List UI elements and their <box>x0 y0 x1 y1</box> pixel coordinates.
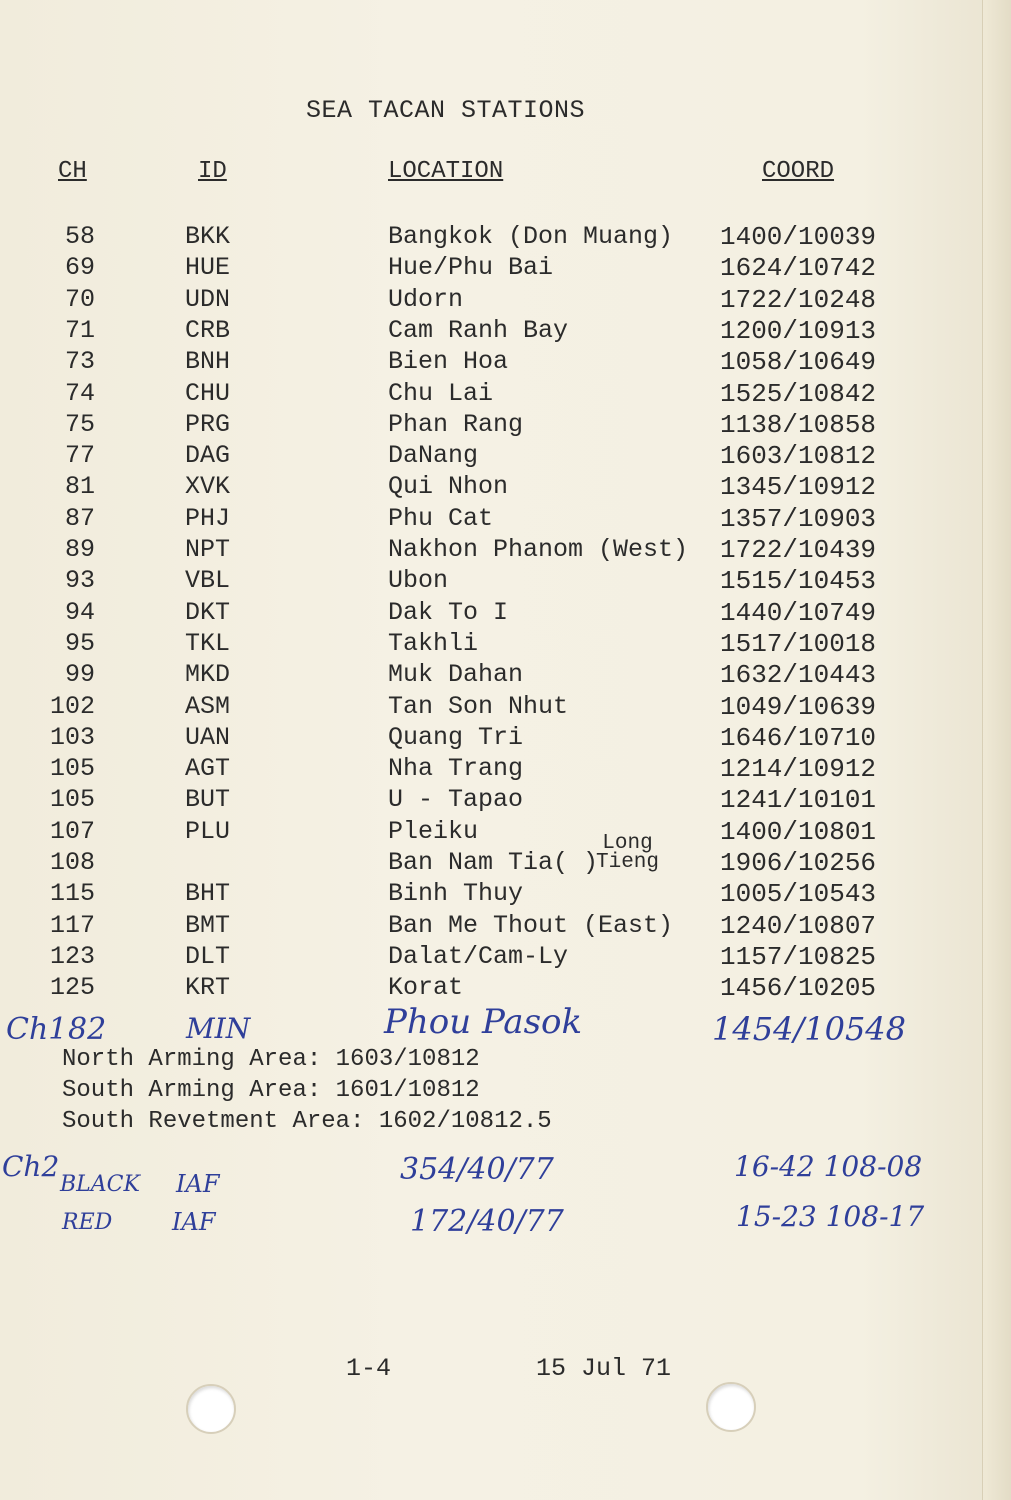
station-coord: 1440/10749 <box>720 597 877 628</box>
table-row <box>0 848 1011 879</box>
station-location: Phu Cat <box>388 503 494 533</box>
table-row <box>0 973 1011 1004</box>
station-coord: 1525/10842 <box>720 378 877 409</box>
station-coord: 1603/10812 <box>720 441 877 472</box>
station-id: MKD <box>185 660 231 690</box>
station-id: UDN <box>185 284 231 314</box>
station-location: Udorn <box>388 284 464 314</box>
station-coord: 1646/10710 <box>720 722 877 753</box>
station-coord: 1049/10639 <box>720 691 877 722</box>
black-iaf-radial: 354/40/77 <box>400 1152 554 1187</box>
station-location: Cam Ranh Bay <box>388 315 569 345</box>
red-iaf-label: RED <box>62 1210 113 1235</box>
page-date: 15 Jul 71 <box>536 1354 672 1383</box>
station-id: PLU <box>185 816 231 846</box>
station-coord: 1214/10912 <box>720 754 877 785</box>
station-location: Korat <box>388 973 464 1003</box>
station-ch: 70 <box>64 284 95 314</box>
table-row <box>0 723 1011 754</box>
station-ch: 58 <box>64 222 95 251</box>
long-tieng-top: Long <box>602 832 653 855</box>
table-row <box>0 911 1011 942</box>
south-revetment-area: South Revetment Area: 1602/10812.5 <box>62 1108 552 1135</box>
station-coord: 1357/10903 <box>720 503 877 534</box>
station-coord: 1517/10018 <box>720 628 877 659</box>
page-number: 1-4 <box>346 1354 392 1383</box>
handwritten-mark-2: Ch2 <box>2 1150 60 1183</box>
black-iaf-label: BLACK <box>60 1172 140 1197</box>
long-tieng-annotation <box>596 834 659 872</box>
station-id: BKK <box>185 222 231 251</box>
station-id: ASM <box>185 691 231 721</box>
station-coord: 1632/10443 <box>720 660 877 691</box>
table-row <box>0 692 1011 723</box>
station-ch: 71 <box>64 315 95 345</box>
station-location: Quang Tri <box>388 722 524 752</box>
station-id: DAG <box>185 441 231 471</box>
table-row <box>0 629 1011 660</box>
station-id: XVK <box>185 472 231 502</box>
station-location: Takhli <box>388 628 479 658</box>
binder-hole-right <box>706 1382 756 1432</box>
station-ch: 99 <box>64 660 95 690</box>
table-row <box>0 535 1011 566</box>
table-row <box>0 472 1011 503</box>
station-coord: 1240/10807 <box>720 910 877 941</box>
station-location: Phan Rang <box>388 409 524 439</box>
station-coord: 1400/10801 <box>720 816 877 847</box>
station-location: Binh Thuy <box>388 879 524 909</box>
station-id: AGT <box>185 754 231 784</box>
station-ch: 75 <box>64 409 95 439</box>
station-coord: 1345/10912 <box>720 472 877 503</box>
table-row <box>0 285 1011 316</box>
black-iaf-type: IAF <box>176 1170 220 1198</box>
station-ch: 107 <box>49 816 95 846</box>
table-row <box>0 316 1011 347</box>
station-location: Hue/Phu Bai <box>388 253 554 283</box>
table-row <box>0 660 1011 691</box>
station-coord: 1200/10913 <box>720 315 877 346</box>
station-coord: 1722/10439 <box>720 535 877 565</box>
table-row <box>0 222 1011 253</box>
station-id: VBL <box>185 566 231 596</box>
table-row <box>0 504 1011 535</box>
station-ch: 95 <box>64 628 95 658</box>
station-ch: 73 <box>64 347 95 377</box>
station-id: KRT <box>185 973 231 1003</box>
station-location: Ubon <box>388 566 449 596</box>
station-location: Nha Trang <box>388 754 524 784</box>
station-location: Dak To I <box>388 597 509 627</box>
handwritten-id: MIN <box>186 1012 251 1045</box>
table-row <box>0 566 1011 597</box>
station-ch: 105 <box>49 785 95 815</box>
table-row <box>0 253 1011 284</box>
station-coord: 1241/10101 <box>720 785 877 816</box>
station-ch: 69 <box>64 253 95 283</box>
station-location: Tan Son Nhut <box>388 691 569 721</box>
station-coord: 1624/10742 <box>720 253 877 284</box>
station-ch: 125 <box>49 973 95 1003</box>
south-arming-area: South Arming Area: 1601/10812 <box>62 1077 480 1104</box>
station-id: DKT <box>185 597 231 627</box>
station-ch: 117 <box>49 910 95 940</box>
station-ch: 103 <box>49 722 95 752</box>
table-row <box>0 942 1011 973</box>
red-iaf-radial: 172/40/77 <box>410 1204 564 1239</box>
station-coord: 1400/10039 <box>720 222 877 252</box>
station-id: DLT <box>185 941 231 971</box>
header-location: LOCATION <box>388 158 504 185</box>
station-location: DaNang <box>388 441 479 471</box>
header-id: ID <box>198 158 227 185</box>
station-ch: 77 <box>64 441 95 471</box>
station-location: U - Tapao <box>388 785 524 815</box>
station-ch: 108 <box>49 848 95 877</box>
red-iaf-type: IAF <box>172 1208 216 1236</box>
station-ch: 102 <box>49 691 95 721</box>
station-location: Chu Lai <box>388 378 494 408</box>
station-location: Ban Nam Tia( ) <box>388 848 599 877</box>
station-location: Bien Hoa <box>388 347 509 377</box>
station-ch: 105 <box>49 754 95 784</box>
station-location: Qui Nhon <box>388 472 509 502</box>
red-iaf-coord: 15-23 108-17 <box>736 1200 925 1233</box>
table-row <box>0 817 1011 848</box>
station-id: TKL <box>185 628 231 658</box>
station-ch: 74 <box>64 378 95 408</box>
handwritten-mark-1: Ch1 <box>6 1012 68 1047</box>
long-tieng-bottom: Tieng <box>596 851 660 874</box>
table-row <box>0 347 1011 378</box>
handwritten-location: Phou Pasok <box>384 1002 583 1042</box>
station-location: Bangkok (Don Muang) <box>388 222 674 251</box>
handwritten-ch: 82 <box>68 1012 107 1047</box>
table-row <box>0 785 1011 816</box>
station-id: BHT <box>185 879 231 909</box>
header-coord: COORD <box>762 158 835 185</box>
station-coord: 1906/10256 <box>720 848 877 878</box>
station-ch: 115 <box>49 879 95 909</box>
station-coord: 1005/10543 <box>720 879 877 910</box>
station-coord: 1138/10858 <box>720 409 877 440</box>
station-id: BNH <box>185 347 231 377</box>
station-coord: 1515/10453 <box>720 566 877 597</box>
station-ch: 123 <box>49 941 95 971</box>
document-title: SEA TACAN STATIONS <box>306 96 586 125</box>
station-id: BUT <box>185 785 231 815</box>
station-ch: 81 <box>64 472 95 502</box>
station-ch: 87 <box>64 503 95 533</box>
station-id: BMT <box>185 910 231 940</box>
station-id: NPT <box>185 535 231 564</box>
handwritten-coord: 1454/10548 <box>712 1010 907 1048</box>
station-ch: 94 <box>64 597 95 627</box>
station-id: CRB <box>185 315 231 345</box>
station-location: Muk Dahan <box>388 660 524 690</box>
header-ch: CH <box>58 158 87 185</box>
station-id: UAN <box>185 722 231 752</box>
table-row <box>0 379 1011 410</box>
north-arming-area: North Arming Area: 1603/10812 <box>62 1046 480 1073</box>
station-id: PRG <box>185 409 231 439</box>
station-ch: 93 <box>64 566 95 596</box>
station-location: Nakhon Phanom (West) <box>388 535 689 564</box>
station-coord: 1058/10649 <box>720 347 877 378</box>
station-location: Ban Me Thout (East) <box>388 910 674 940</box>
binder-hole-left <box>186 1384 236 1434</box>
station-coord: 1157/10825 <box>720 941 877 972</box>
table-row <box>0 441 1011 472</box>
table-row <box>0 754 1011 785</box>
table-row <box>0 879 1011 910</box>
table-row <box>0 410 1011 441</box>
station-location: Pleiku <box>388 816 479 846</box>
station-id: CHU <box>185 378 231 408</box>
station-id: HUE <box>185 253 231 283</box>
station-location: Dalat/Cam-Ly <box>388 941 569 971</box>
station-ch: 89 <box>64 535 95 564</box>
station-id: PHJ <box>185 503 231 533</box>
station-coord: 1722/10248 <box>720 284 877 315</box>
table-row <box>0 598 1011 629</box>
station-coord: 1456/10205 <box>720 973 877 1004</box>
black-iaf-coord: 16-42 108-08 <box>734 1150 923 1183</box>
